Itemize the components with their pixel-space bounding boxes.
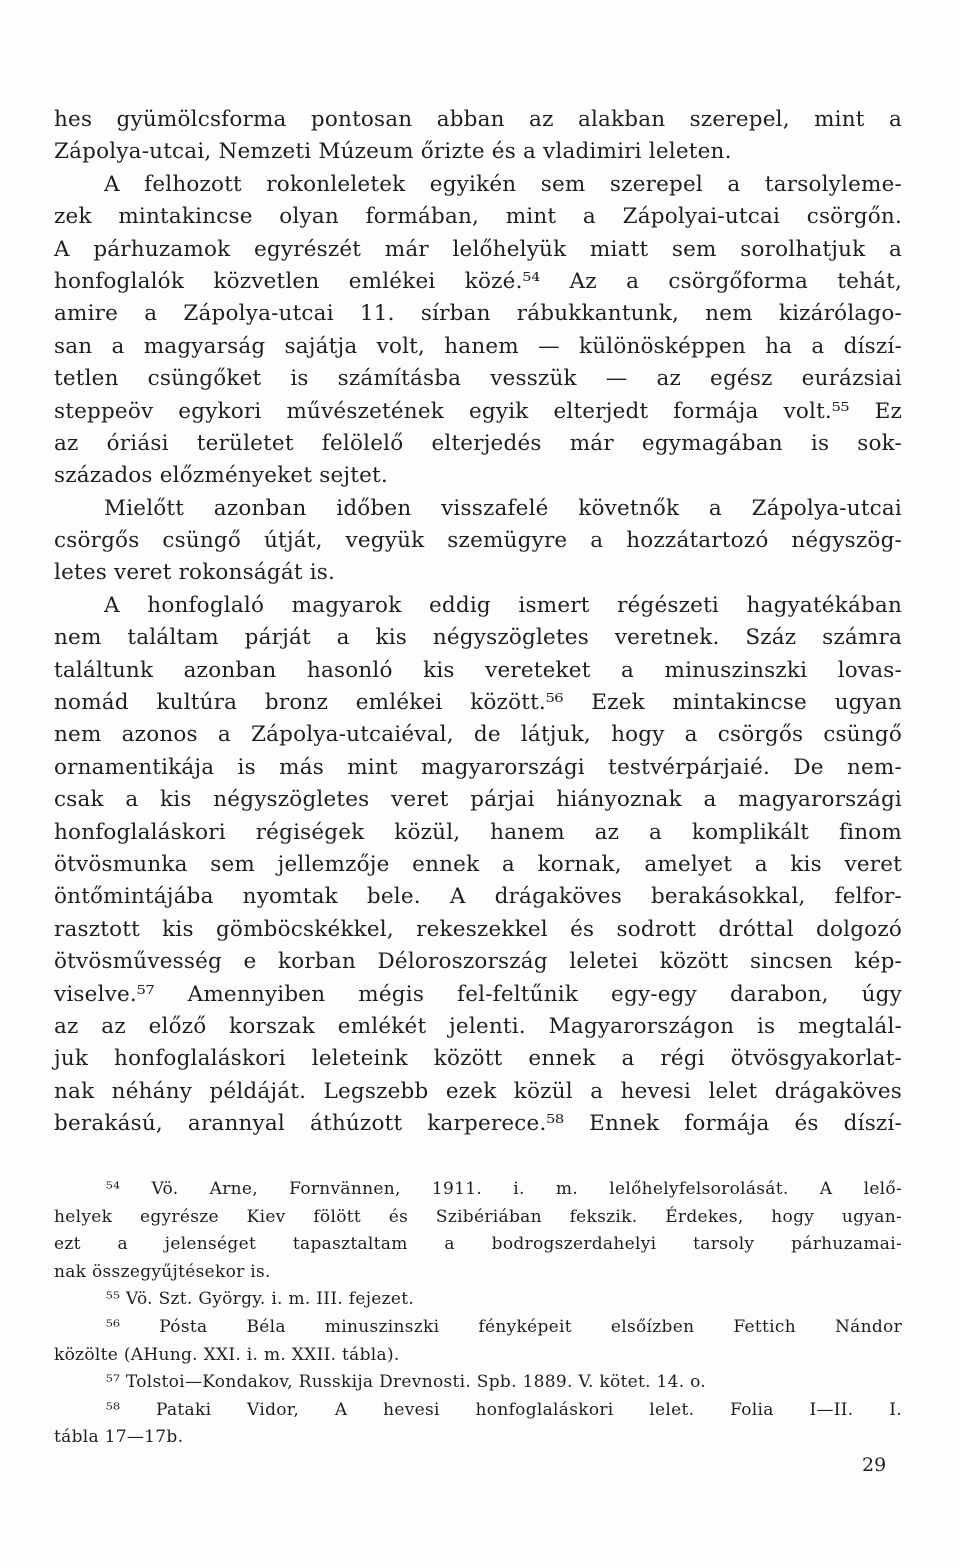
text-line: százados előzményeket sejtet. [54, 463, 388, 489]
footnote [54, 1314, 902, 1369]
footnote-line: ⁵⁴ Vö. Arne, Fornvännen, 1911. i. m. lelőhelyfelsorolását. A lelő- [106, 1179, 902, 1199]
footnote [54, 1286, 902, 1314]
text-line: viselve.⁵⁷ Amennyiben mégis fel-feltűnik egy-egy darabon, úgy [54, 981, 902, 1007]
text-line: az óriási területet felölelő elterjedés már egymagában is sok- [54, 430, 902, 456]
footnote-line: helyek egyrésze Kiev fölött és Szibériában fekszik. Érdekes, hogy ugyan- [54, 1206, 902, 1227]
text-line: steppeöv egykori művészetének egyik elterjedt formája volt.⁵⁵ Ez [54, 398, 902, 424]
footnote-line: nak összegyűjtésekor is. [54, 1261, 271, 1282]
text-line: ötvösművesség e korban Déloroszország leletei között sincsen kép- [54, 949, 902, 975]
footnote-line: közölte (AHung. XXI. i. m. XXII. tábla). [54, 1344, 400, 1365]
footnote [54, 1176, 902, 1286]
text-line: Mielőtt azonban időben visszafelé követnők a Zápolya-utcai [104, 495, 902, 521]
footnote [54, 1369, 902, 1397]
text-line: hes gyümölcsforma pontosan abban az alakban szerepel, mint a [54, 107, 902, 132]
text-line: san a magyarság sajátja volt, hanem — különösképpen ha a díszí- [54, 333, 902, 359]
text-line: A felhozott rokonleletek egyikén sem szerepel a tarsolyleme- [104, 171, 902, 197]
text-line: nomád kultúra bronz emlékei között.⁵⁶ Ezek mintakincse ugyan [54, 690, 902, 716]
footnote-line: ezt a jelenséget tapasztaltam a bodrogszerdahelyi tarsoly párhuzamai- [54, 1234, 902, 1255]
footnote-line: tábla 17—17b. [54, 1427, 184, 1448]
main-text [54, 104, 902, 1141]
text-line: letes veret rokonságát is. [54, 560, 336, 586]
text-line: honfoglaláskori régiségek közül, hanem az a komplikált finom [54, 819, 902, 845]
footnote-line: ⁵⁵ Vö. Szt. György. i. m. III. fejezet. [106, 1289, 415, 1310]
text-line: amire a Zápolya-utcai 11. sírban rábukkantunk, nem kizárólago- [54, 301, 902, 327]
text-line: Zápolya-utcai, Nemzeti Múzeum őrizte és a vladimiri leleten. [54, 139, 732, 165]
text-line: honfoglalók közvetlen emlékei közé.⁵⁴ Az a csörgőforma tehát, [54, 268, 902, 294]
text-line: öntőmintájába nyomtak bele. A drágaköves berakásokkal, felfor- [54, 884, 902, 910]
text-line: az az előző korszak emlékét jelenti. Magyarországon is megtalál- [54, 1013, 902, 1039]
text-line: juk honfoglaláskori leleteink között ennek a régi ötvösgyakorlat- [54, 1046, 902, 1072]
text-line: nem találtam párját a kis négyszögletes veretnek. Száz számra [54, 625, 902, 651]
text-line: berakású, arannyal áthúzott karperece.⁵⁸ Ennek formája és díszí- [54, 1111, 902, 1137]
text-line: A honfoglaló magyarok eddig ismert régészeti hagyatékában [104, 592, 902, 618]
text-line: nem azonos a Zápolya-utcaiéval, de látjuk, hogy a csörgős csüngő [54, 722, 902, 748]
text-line: csörgős csüngő útját, vegyük szemügyre a hozzátartozó négyszög- [54, 528, 902, 554]
text-line: nak néhány példáját. Legszebb ezek közül a hevesi lelet drágaköves [54, 1078, 902, 1104]
footnote-line: ⁵⁷ Tolstoi—Kondakov, Russkija Drevnosti. Spb. 1889. V. kötet. 14. o. [106, 1372, 707, 1393]
text-line: rasztott kis gömböcskékkel, rekeszekkel és sodrott dróttal dolgozó [54, 916, 902, 942]
footnotes [54, 1176, 902, 1452]
text-line: tetlen csüngőket is számításba vesszük — az egész eurázsiai [54, 366, 902, 392]
text-line: zek mintakincse olyan formában, mint a Zápolyai-utcai csörgőn. [54, 204, 902, 230]
footnote-line: ⁵⁶ Pósta Béla minuszinszki fényképeit elsőízben Fettich Nándor [106, 1316, 902, 1337]
text-line: A párhuzamok egyrészét már lelőhelyük miatt sem sorolhatjuk a [54, 236, 902, 262]
text-line: találtunk azonban hasonló kis vereteket a minuszinszki lovas- [54, 657, 902, 683]
footnote [54, 1397, 902, 1452]
footnote-line: ⁵⁸ Pataki Vidor, A hevesi honfoglaláskori lelet. Folia I—II. I. [106, 1399, 902, 1420]
text-line: csak a kis négyszögletes veret párjai hiányoznak a magyarországi [54, 787, 902, 813]
page-number: 29 [862, 1454, 887, 1476]
text-line: ötvösmunka sem jellemzője ennek a kornak, amelyet a kis veret [54, 851, 902, 877]
text-line: ornamentikája is más mint magyarországi testvérpárjaié. De nem- [54, 754, 902, 780]
